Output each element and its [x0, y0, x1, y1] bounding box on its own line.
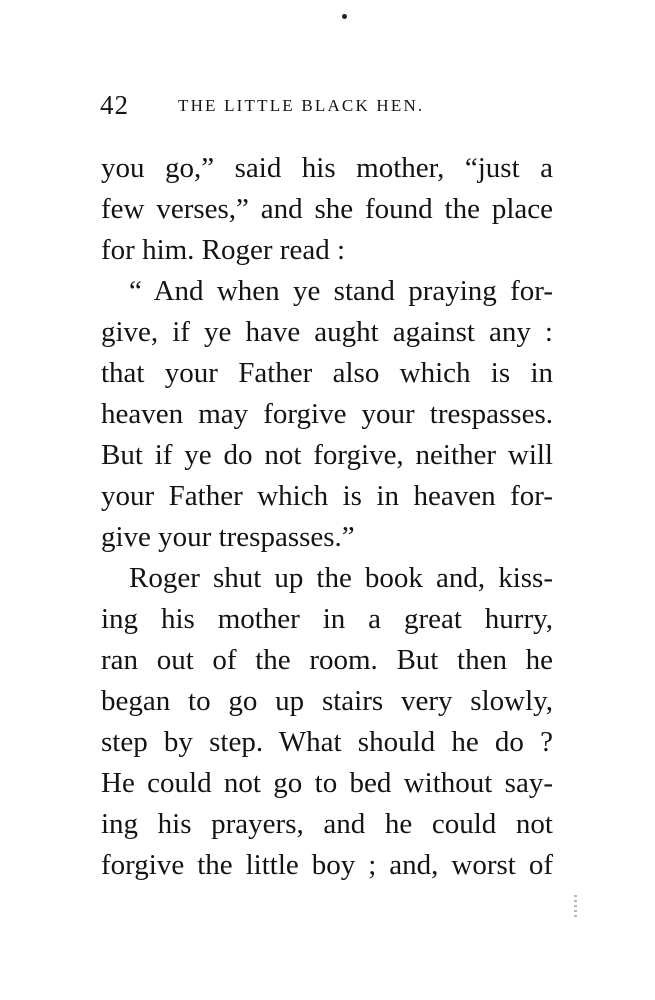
text-line: He could not go to bed without say-	[101, 767, 553, 799]
text-line: heaven may forgive your trespasses.	[101, 398, 553, 430]
text-line: forgive the little boy ; and, worst of	[101, 849, 553, 881]
text-line: that your Father also which is in	[101, 357, 553, 389]
text-line: few verses,” and she found the place	[101, 193, 553, 225]
ink-speck-margin	[574, 895, 577, 917]
text-line: your Father which is in heaven for-	[101, 480, 553, 512]
text-line: began to go up stairs very slowly,	[101, 685, 553, 717]
text-line: “ And when ye stand praying for-	[129, 275, 553, 307]
page-number: 42	[100, 90, 129, 120]
running-title: THE LITTLE BLACK HEN.	[178, 96, 425, 115]
text-line: you go,” said his mother, “just a	[101, 152, 553, 184]
text-line: step by step. What should he do ?	[101, 726, 553, 758]
text-line: give, if ye have aught against any :	[101, 316, 553, 348]
text-line: ing his mother in a great hurry,	[101, 603, 553, 635]
ink-speck	[342, 14, 347, 19]
text-line: for him. Roger read :	[101, 234, 346, 266]
text-line: ing his prayers, and he could not	[101, 808, 553, 840]
text-line: ran out of the room. But then he	[101, 644, 553, 676]
text-line: give your trespasses.”	[101, 521, 355, 553]
running-head	[100, 88, 560, 122]
text-line: Roger shut up the book and, kiss-	[129, 562, 553, 594]
text-line: But if ye do not forgive, neither will	[101, 439, 553, 471]
